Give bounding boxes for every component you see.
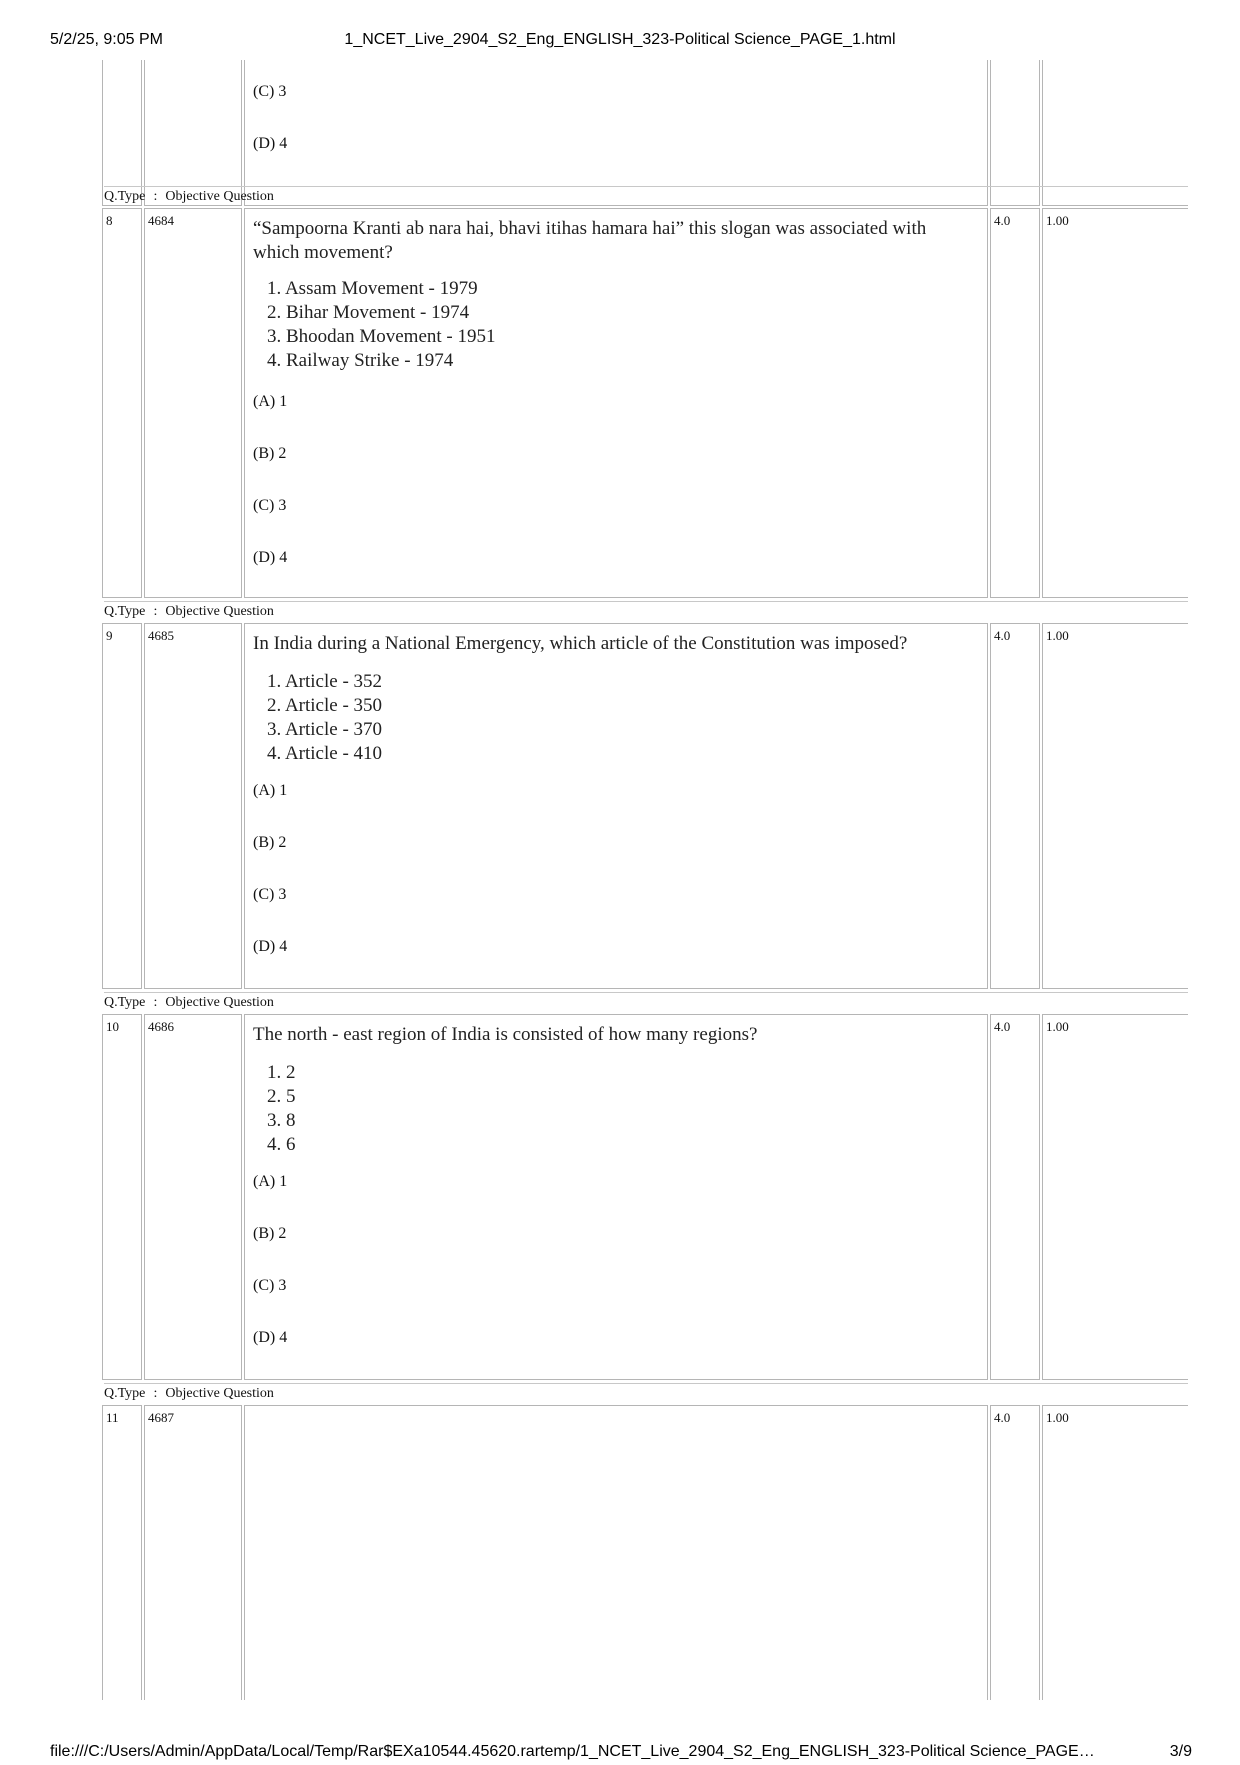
row-divider xyxy=(104,601,1188,602)
qtype-value: Objective Question xyxy=(165,189,274,204)
print-datetime: 5/2/25, 9:05 PM xyxy=(50,31,163,48)
answer-option-b: (B) 2 xyxy=(253,834,287,851)
marks-cell: 4.0 xyxy=(990,208,1040,598)
answer-option-d: (D) 4 xyxy=(253,938,288,955)
qtype-row xyxy=(104,188,274,206)
marks-cell: 4.0 xyxy=(990,1405,1040,1700)
marks-cell xyxy=(990,60,1040,206)
negative-marks-cell xyxy=(1042,60,1188,206)
option-item: 3. Article - 370 xyxy=(267,719,383,740)
option-item: 1. Article - 352 xyxy=(267,671,383,692)
answer-option-a: (A) 1 xyxy=(253,393,288,410)
qid-cell: 4686 xyxy=(144,1014,242,1380)
qtype-separator: : xyxy=(153,1386,158,1401)
qid-cell: 4684 xyxy=(144,208,242,598)
option-item: 2. Bihar Movement - 1974 xyxy=(267,302,470,323)
question-text: The north - east region of India is consisted of how many regions? xyxy=(253,1024,758,1045)
sno-cell: 8 xyxy=(102,208,142,598)
marks-cell: 4.0 xyxy=(990,623,1040,989)
qtype-row xyxy=(104,994,274,1012)
qid-cell xyxy=(144,60,242,206)
option-item: 1. Assam Movement - 1979 xyxy=(267,278,478,299)
qtype-row xyxy=(104,1385,274,1403)
document-title: 1_NCET_Live_2904_S2_Eng_ENGLISH_323-Political Science_PAGE_1.html xyxy=(344,31,896,48)
negative-marks-cell: 1.00 xyxy=(1042,623,1188,989)
qtype-label: Q.Type xyxy=(104,189,146,204)
question-text: “Sampoorna Kranti ab nara hai, bhavi itihas hamara hai” this slogan was associated with which movement? xyxy=(253,218,927,263)
option-item: 4. Railway Strike - 1974 xyxy=(267,350,454,371)
page-number: 3/9 xyxy=(1169,1743,1192,1760)
print-header xyxy=(0,31,1240,53)
answer-option-b: (B) 2 xyxy=(253,1225,287,1242)
option-item: 4. Article - 410 xyxy=(267,743,383,764)
sno-cell: 10 xyxy=(102,1014,142,1380)
qtype-separator: : xyxy=(153,995,158,1010)
question-text: In India during a National Emergency, which article of the Constitution was imposed? xyxy=(253,633,908,654)
option-item: 1. 2 xyxy=(267,1062,296,1083)
answer-option-c: (C) 3 xyxy=(253,886,287,903)
row-divider xyxy=(104,1383,1188,1384)
qtype-value: Objective Question xyxy=(165,604,274,619)
qtype-separator: : xyxy=(153,189,158,204)
question-options xyxy=(267,1061,296,1157)
sno-cell: 9 xyxy=(102,623,142,989)
question-cell xyxy=(244,1014,988,1380)
row-divider xyxy=(104,186,1188,187)
answer-option-a: (A) 1 xyxy=(253,1173,288,1190)
negative-marks-cell: 1.00 xyxy=(1042,1014,1188,1380)
answer-option-c: (C) 3 xyxy=(253,1277,287,1294)
qtype-label: Q.Type xyxy=(104,995,146,1010)
sno-cell xyxy=(102,60,142,206)
answer-option-d: (D) 4 xyxy=(253,549,288,566)
print-footer xyxy=(0,1743,1240,1765)
qtype-separator: : xyxy=(153,604,158,619)
answer-option-d: (D) 4 xyxy=(253,1329,288,1346)
question-options xyxy=(267,277,496,373)
answer-option-c: (C) 3 xyxy=(253,497,287,514)
answer-option-a: (A) 1 xyxy=(253,782,288,799)
question-cell xyxy=(244,60,988,206)
question-cell xyxy=(244,208,988,598)
sno-cell: 11 xyxy=(102,1405,142,1700)
answer-option-c: (C) 3 xyxy=(253,83,287,100)
qid-cell: 4685 xyxy=(144,623,242,989)
question-cell xyxy=(244,623,988,989)
qtype-label: Q.Type xyxy=(104,1386,146,1401)
question-cell xyxy=(244,1405,988,1700)
file-url: file:///C:/Users/Admin/AppData/Local/Temp/Rar$EXa10544.45620.rartemp/1_NCET_Live_2904_S2_Eng_ENGLISH_323-Political Science_PAGE… xyxy=(50,1743,1095,1760)
qtype-row xyxy=(104,603,274,621)
option-item: 4. 6 xyxy=(267,1134,296,1155)
option-item: 2. Article - 350 xyxy=(267,695,383,716)
negative-marks-cell: 1.00 xyxy=(1042,208,1188,598)
qid-cell: 4687 xyxy=(144,1405,242,1700)
row-divider xyxy=(104,992,1188,993)
question-options xyxy=(267,670,382,766)
qtype-label: Q.Type xyxy=(104,604,146,619)
page-content xyxy=(98,60,1188,1700)
qtype-value: Objective Question xyxy=(165,995,274,1010)
marks-cell: 4.0 xyxy=(990,1014,1040,1380)
option-item: 3. Bhoodan Movement - 1951 xyxy=(267,326,496,347)
negative-marks-cell: 1.00 xyxy=(1042,1405,1188,1700)
option-item: 3. 8 xyxy=(267,1110,296,1131)
option-item: 2. 5 xyxy=(267,1086,296,1107)
qtype-value: Objective Question xyxy=(165,1386,274,1401)
answer-option-d: (D) 4 xyxy=(253,135,288,152)
answer-option-b: (B) 2 xyxy=(253,445,287,462)
